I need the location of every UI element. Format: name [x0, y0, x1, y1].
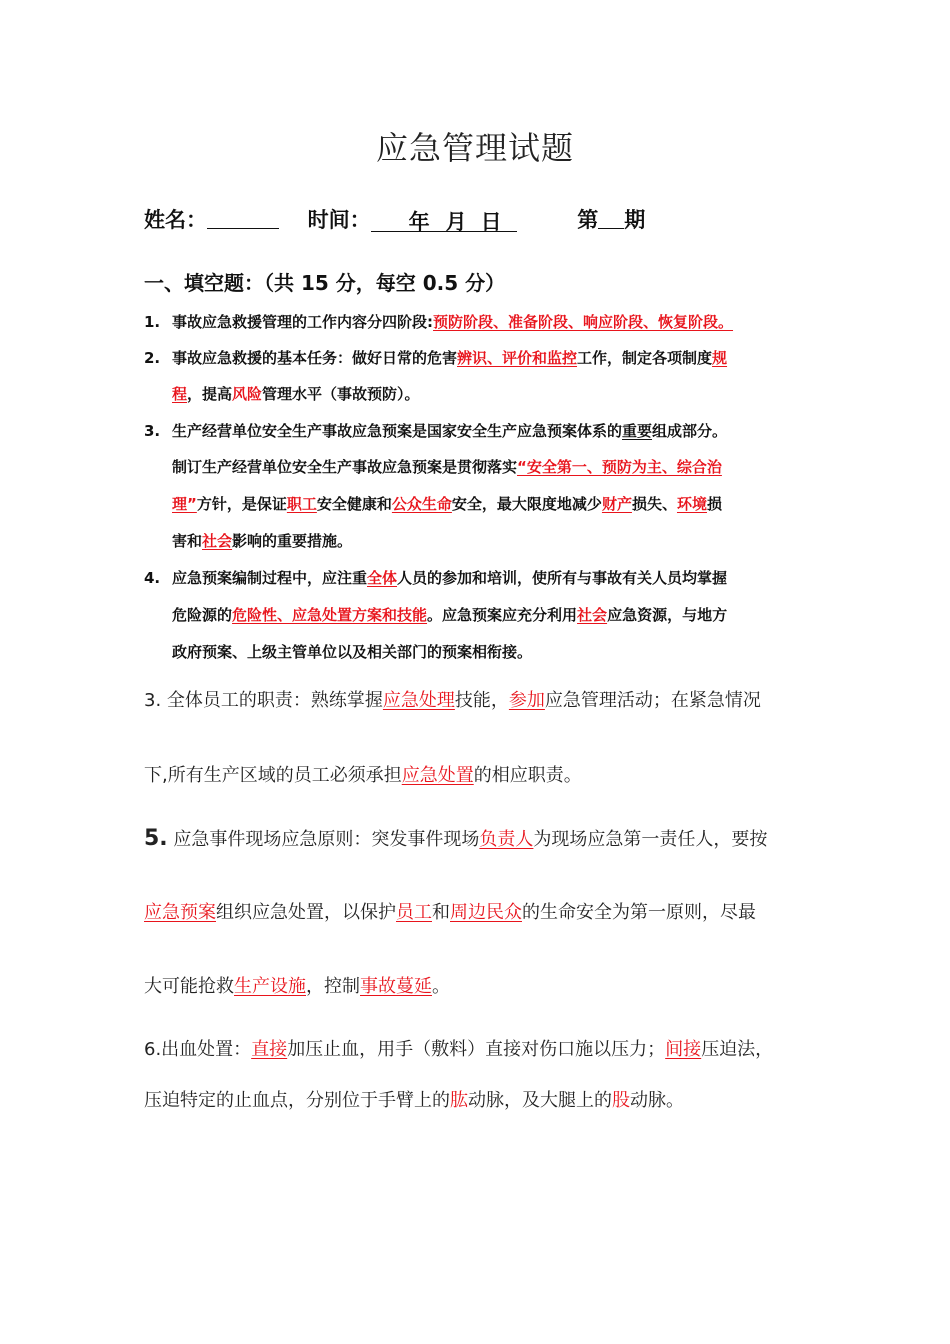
paragraph-5-line-1 [144, 824, 767, 855]
question-4-line-2 [172, 602, 727, 628]
question-2-answer-3: 风险 [232, 385, 263, 403]
question-3-answer-1: 重要 [622, 422, 653, 440]
paragraph-6-line-1 [144, 1035, 773, 1065]
question-2-line-2 [172, 381, 420, 407]
question-4-answer-3: 社会 [577, 606, 608, 624]
period-prefix: 第 [577, 208, 599, 232]
paragraph-5-text-1b: 为现场应急第一责任人，要按 [533, 829, 768, 850]
paragraph-3-text-2a: 下,所有生产区域的员工必须承担 [144, 765, 402, 786]
question-3-text-1b: 组成部分。 [652, 422, 728, 440]
question-2-number: 2. [144, 349, 161, 367]
exam-header [144, 204, 645, 235]
question-3-text-3e: 损 [706, 495, 722, 513]
question-3-answer-8: 社会 [202, 532, 233, 550]
paragraph-5-answer-3: 员工 [396, 902, 432, 923]
question-4-number: 4. [144, 569, 161, 587]
name-label: 姓名： [144, 208, 207, 232]
paragraph-6-text-1a: 6.出血处置： [144, 1039, 252, 1060]
question-3-answer-7: 环境 [676, 495, 707, 513]
paragraph-3-line-2 [144, 761, 582, 791]
question-4-line-3: 政府预案、上级主管单位以及相关部门的预案相衔接。 [172, 643, 533, 661]
paragraph-5-number: 5. [144, 826, 168, 851]
paragraph-5-line-2 [144, 898, 756, 928]
question-2-line-1 [172, 345, 727, 371]
question-3-text-2a: 制订生产经营单位安全生产事故应急预案是贯彻落实 [172, 458, 518, 476]
paragraph-5-answer-2: 应急预案 [144, 902, 216, 923]
question-3-line-1 [172, 418, 727, 444]
question-3-answer-5: 公众生命 [391, 495, 452, 513]
question-3-number: 3. [144, 422, 161, 440]
question-2-answer-2a: 规 [712, 349, 728, 367]
paragraph-5-text-3c: 。 [432, 976, 450, 997]
paragraph-6-answer-2: 间接 [665, 1039, 702, 1060]
question-3-answer-3: 理” [172, 495, 197, 513]
question-3-text-4a: 害和 [172, 532, 203, 550]
paragraph-5-answer-4: 周边民众 [450, 902, 522, 923]
paragraph-6-text-1c: 压迫法， [701, 1039, 774, 1060]
paragraph-3-text-2b: 的相应职责。 [473, 765, 582, 786]
paragraph-3-text-1c: 应急管理活动；在紧急情况 [544, 690, 761, 711]
day-label: 日 [480, 210, 502, 234]
name-blank [207, 204, 279, 229]
question-3-answer-6: 财产 [601, 495, 632, 513]
section-heading: 一、填空题：（共 15 分，每空 0.5 分） [144, 271, 506, 295]
question-2-text-a: 事故应急救援的基本任务：做好日常的危害 [172, 349, 458, 367]
paragraph-3-answer-3: 应急处置 [401, 765, 474, 786]
question-3-line-3 [172, 491, 722, 517]
paragraph-6-text-1b: 加压止血，用手（敷料）直接对伤口施以压力； [287, 1039, 666, 1060]
paragraph-5-answer-1: 负责人 [479, 829, 534, 850]
paragraph-5-text-3a: 大可能抢救 [144, 976, 234, 997]
question-3-line-4 [172, 528, 352, 554]
question-4-text-1a: 应急预案编制过程中，应注重 [172, 569, 368, 587]
paragraph-3-text-1b: 技能， [454, 690, 509, 711]
paragraph-6-answer-4: 股 [612, 1090, 630, 1111]
question-4-answer-2: 危险性、应急处置方案和技能 [232, 606, 428, 624]
period-blank [598, 204, 624, 229]
paragraph-3-answer-1: 应急处理 [382, 690, 455, 711]
question-4-line-1 [172, 565, 727, 591]
question-2-text-c: ，提高 [187, 385, 233, 403]
date-blank [371, 207, 517, 232]
question-3-text-3d: 损失、 [631, 495, 677, 513]
question-4-text-2b: 。应急预案应充分利用 [427, 606, 578, 624]
paragraph-3-answer-2: 参加 [508, 690, 545, 711]
question-4-answer-1: 全体 [367, 569, 398, 587]
paragraph-5-text-3b: ，控制 [306, 976, 360, 997]
paragraph-5-text-2c: 的生命安全为第一原则，尽最 [522, 902, 756, 923]
question-4-text-1b: 人员的参加和培训，使所有与事故有关人员均掌握 [397, 569, 728, 587]
question-4-text-2c: 应急资源，与地方 [607, 606, 728, 624]
paragraph-6-text-2b: 动脉，及大腿上的 [468, 1090, 612, 1111]
question-2-answer-1: 辨识、评价和监控 [457, 349, 578, 367]
question-3-text-3a: 方针，是保证 [196, 495, 287, 513]
paragraph-3-line-1 [144, 686, 761, 716]
question-1 [172, 309, 733, 335]
paragraph-3-text-1a: 3. 全体员工的职责：熟练掌握 [144, 690, 383, 711]
paragraph-6-line-2 [144, 1086, 684, 1116]
question-3-text-1a: 生产经营单位安全生产事故应急预案是国家安全生产应急预案体系的 [172, 422, 623, 440]
question-3-text-3b: 安全健康和 [316, 495, 392, 513]
paragraph-5-text-2b: 和 [432, 902, 450, 923]
page-title: 应急管理试题 [375, 129, 574, 167]
year-label: 年 [408, 210, 430, 234]
paragraph-5-answer-5: 生产设施 [234, 976, 306, 997]
paragraph-5-answer-6: 事故蔓延 [360, 976, 432, 997]
question-3-answer-2: “安全第一、预防为主、综合治 [517, 458, 722, 476]
question-1-answer: 预防阶段、准备阶段、响应阶段、恢复阶段。 [433, 313, 734, 331]
period-suffix: 期 [624, 208, 646, 232]
paragraph-6-text-2c: 动脉。 [630, 1090, 684, 1111]
paragraph-6-answer-3: 肱 [450, 1090, 468, 1111]
question-2-text-d: 管理水平（事故预防）。 [262, 385, 420, 403]
paragraph-5-text-2a: 组织应急处置，以保护 [216, 902, 396, 923]
question-2-text-b: 工作，制定各项制度 [577, 349, 713, 367]
question-2-answer-2b: 程 [172, 385, 188, 403]
question-3-answer-4: 职工 [286, 495, 317, 513]
paragraph-6-text-2a: 压迫特定的止血点，分别位于手臂上的 [144, 1090, 450, 1111]
question-1-number: 1. [144, 313, 161, 331]
question-4-text-2a: 危险源的 [172, 606, 233, 624]
time-label: 时间： [307, 208, 371, 232]
question-3-text-3c: 安全，最大限度地减少 [451, 495, 602, 513]
paragraph-6-answer-1: 直接 [251, 1039, 288, 1060]
paragraph-5-text-1a: 应急事件现场应急原则：突发事件现场 [167, 829, 480, 850]
question-3-line-2 [172, 454, 722, 480]
paragraph-5-line-3 [144, 972, 450, 1002]
question-3-text-4b: 影响的重要措施。 [232, 532, 353, 550]
question-1-text: 事故应急救援管理的工作内容分四阶段: [172, 313, 434, 331]
month-label: 月 [445, 210, 467, 234]
